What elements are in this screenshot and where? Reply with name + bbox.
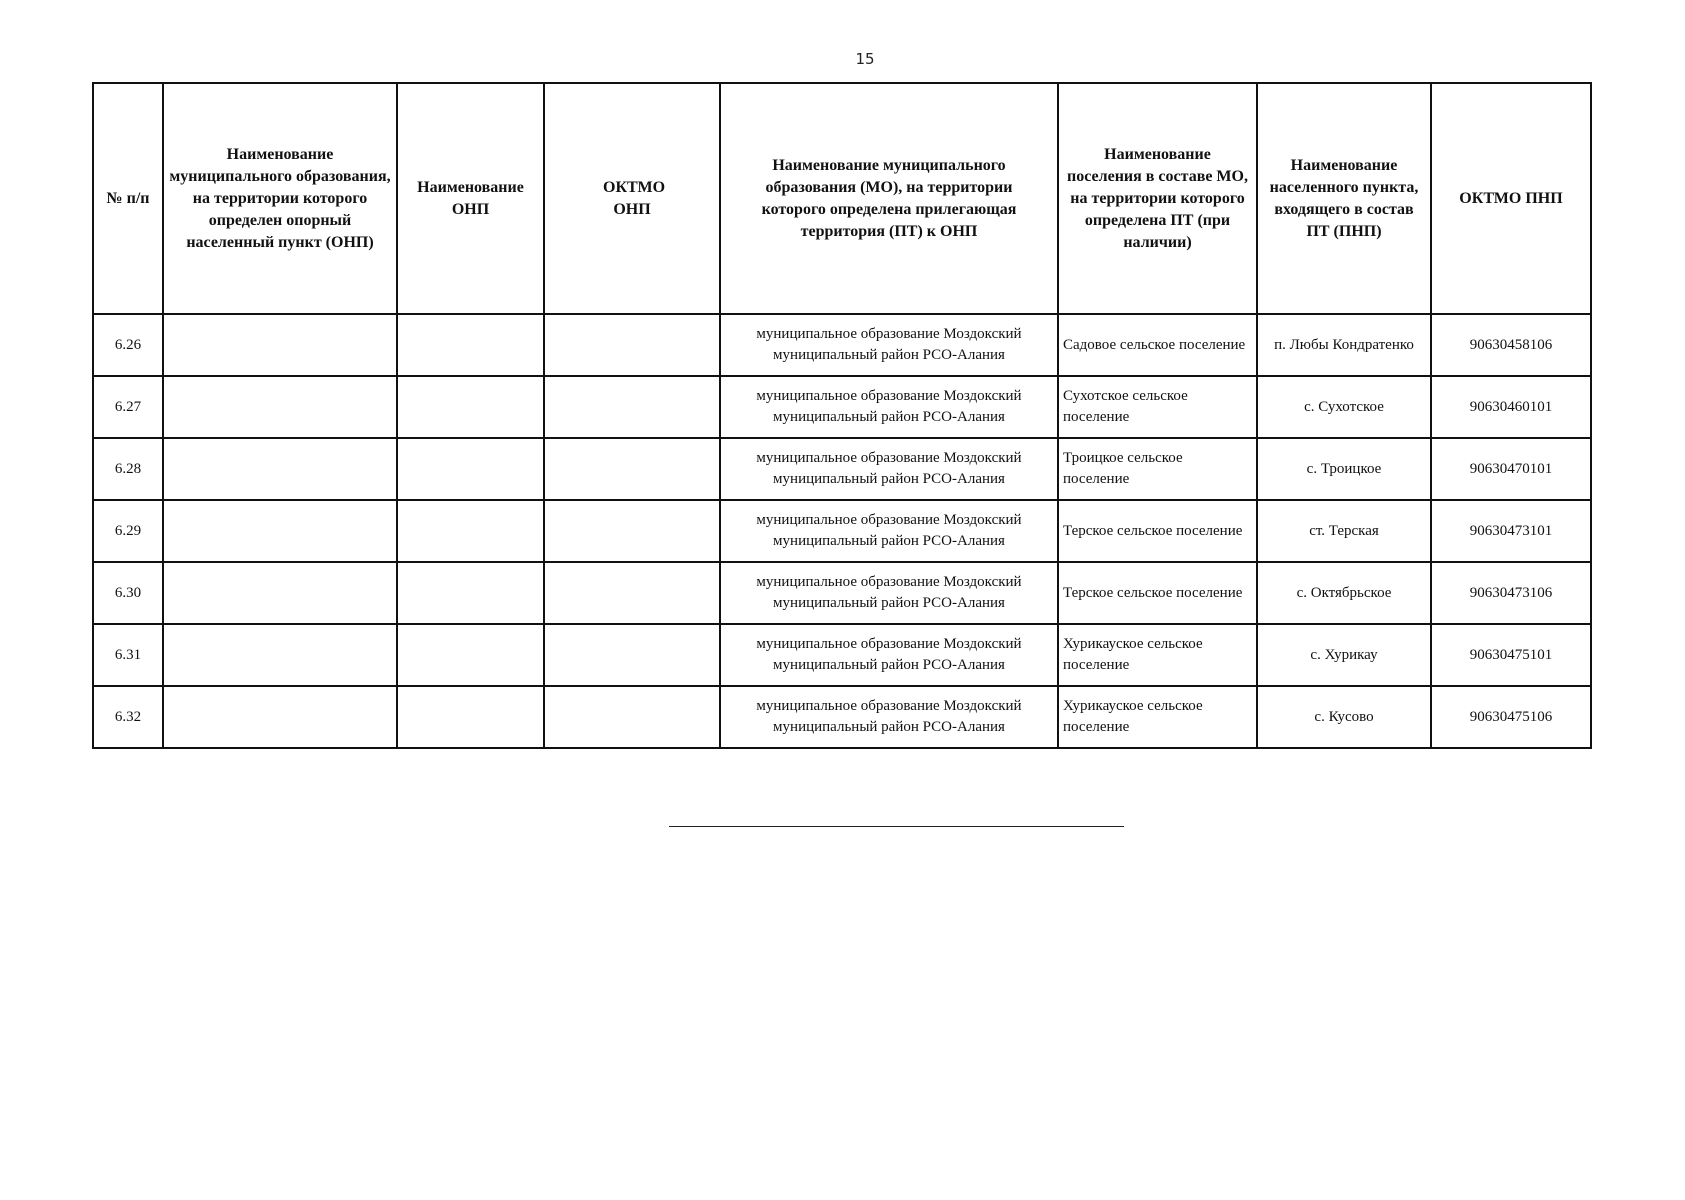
- cell-pnp-oktmo: 90630475101: [1431, 624, 1591, 686]
- cell-mo-name: [163, 562, 397, 624]
- cell-adjacent-mo: муниципальное образование Моздокский муниципальный район РСО-Алания: [720, 376, 1058, 438]
- cell-onp-name: [397, 314, 544, 376]
- cell-onp-oktmo: [544, 376, 720, 438]
- cell-mo-name: [163, 500, 397, 562]
- cell-settlement: Сухотское сельское поселение: [1058, 376, 1257, 438]
- cell-adjacent-mo: муниципальное образование Моздокский муниципальный район РСО-Алания: [720, 686, 1058, 748]
- cell-onp-name: [397, 624, 544, 686]
- cell-onp-oktmo: [544, 500, 720, 562]
- cell-num: 6.32: [93, 686, 163, 748]
- cell-num: 6.29: [93, 500, 163, 562]
- cell-settlement: Садовое сельское поселение: [1058, 314, 1257, 376]
- cell-pnp-name: с. Кусово: [1257, 686, 1431, 748]
- cell-adjacent-mo: муниципальное образование Моздокский муниципальный район РСО-Алания: [720, 562, 1058, 624]
- cell-pnp-oktmo: 90630475106: [1431, 686, 1591, 748]
- cell-mo-name: [163, 314, 397, 376]
- cell-pnp-oktmo: 90630470101: [1431, 438, 1591, 500]
- cell-pnp-name: с. Сухотское: [1257, 376, 1431, 438]
- cell-pnp-name: п. Любы Кондратенко: [1257, 314, 1431, 376]
- cell-pnp-name: с. Октябрьское: [1257, 562, 1431, 624]
- cell-num: 6.31: [93, 624, 163, 686]
- end-rule: [669, 826, 1124, 827]
- cell-adjacent-mo: муниципальное образование Моздокский муниципальный район РСО-Алания: [720, 314, 1058, 376]
- cell-mo-name: [163, 376, 397, 438]
- cell-num: 6.28: [93, 438, 163, 500]
- table-row: [93, 438, 1591, 500]
- cell-pnp-name: ст. Терская: [1257, 500, 1431, 562]
- cell-settlement: Троицкое сельское поселение: [1058, 438, 1257, 500]
- cell-num: 6.27: [93, 376, 163, 438]
- header-onp-oktmo: ОКТМО ОНП: [544, 83, 720, 314]
- table-header-row: [93, 83, 1591, 314]
- cell-onp-oktmo: [544, 314, 720, 376]
- header-adjacent-mo: Наименование муниципального образования (МО), на территории которого определена прилегающая территория (ПТ) к ОНП: [720, 83, 1058, 314]
- cell-adjacent-mo: муниципальное образование Моздокский муниципальный район РСО-Алания: [720, 438, 1058, 500]
- cell-pnp-name: с. Хурикау: [1257, 624, 1431, 686]
- cell-settlement: Терское сельское поселение: [1058, 562, 1257, 624]
- table-row: [93, 624, 1591, 686]
- cell-onp-name: [397, 686, 544, 748]
- cell-pnp-oktmo: 90630458106: [1431, 314, 1591, 376]
- table-row: [93, 686, 1591, 748]
- table-row: [93, 562, 1591, 624]
- cell-mo-name: [163, 624, 397, 686]
- cell-mo-name: [163, 686, 397, 748]
- cell-onp-oktmo: [544, 562, 720, 624]
- page-number: 15: [855, 50, 875, 68]
- cell-onp-oktmo: [544, 438, 720, 500]
- header-pnp-oktmo: ОКТМО ПНП: [1431, 83, 1591, 314]
- cell-pnp-name: с. Троицкое: [1257, 438, 1431, 500]
- cell-mo-name: [163, 438, 397, 500]
- header-pnp-name: Наименование населенного пункта, входящего в состав ПТ (ПНП): [1257, 83, 1431, 314]
- cell-num: 6.30: [93, 562, 163, 624]
- cell-settlement: Хурикауское сельское поселение: [1058, 686, 1257, 748]
- cell-num: 6.26: [93, 314, 163, 376]
- cell-adjacent-mo: муниципальное образование Моздокский муниципальный район РСО-Алания: [720, 500, 1058, 562]
- settlements-table: [92, 82, 1592, 749]
- cell-pnp-oktmo: 90630473101: [1431, 500, 1591, 562]
- cell-onp-name: [397, 500, 544, 562]
- table-row: [93, 376, 1591, 438]
- header-settlement: Наименование поселения в составе МО, на территории которого определена ПТ (при наличии): [1058, 83, 1257, 314]
- cell-settlement: Хурикауское сельское поселение: [1058, 624, 1257, 686]
- cell-onp-name: [397, 562, 544, 624]
- cell-onp-name: [397, 376, 544, 438]
- cell-settlement: Терское сельское поселение: [1058, 500, 1257, 562]
- cell-adjacent-mo: муниципальное образование Моздокский муниципальный район РСО-Алания: [720, 624, 1058, 686]
- table-row: [93, 314, 1591, 376]
- header-mo-name: Наименование муниципального образования, на территории которого определен опорный населенный пункт (ОНП): [163, 83, 397, 314]
- cell-onp-oktmo: [544, 686, 720, 748]
- cell-pnp-oktmo: 90630473106: [1431, 562, 1591, 624]
- header-onp-name: Наименование ОНП: [397, 83, 544, 314]
- table-row: [93, 500, 1591, 562]
- cell-onp-name: [397, 438, 544, 500]
- header-num: № п/п: [93, 83, 163, 314]
- cell-pnp-oktmo: 90630460101: [1431, 376, 1591, 438]
- cell-onp-oktmo: [544, 624, 720, 686]
- table-body: [93, 314, 1591, 748]
